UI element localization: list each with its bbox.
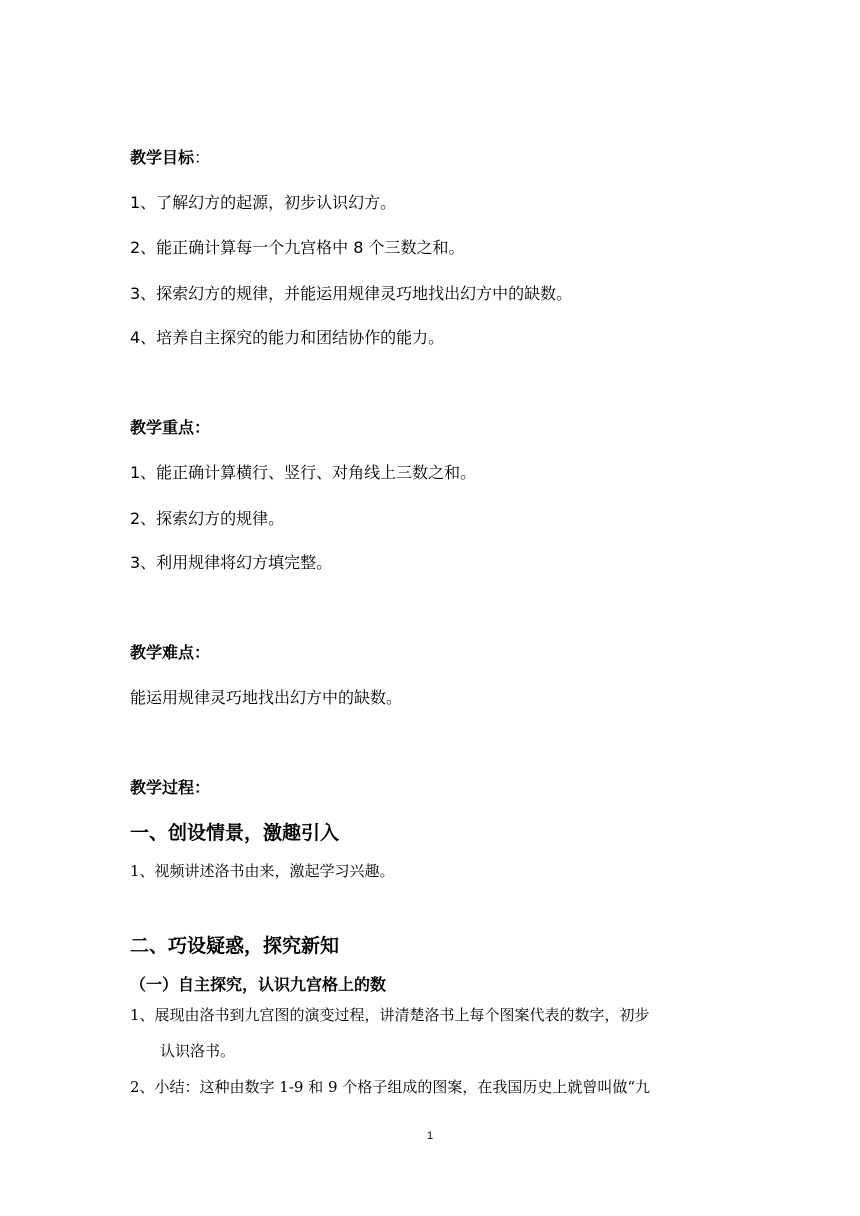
subsection-1-item-1-line-2: 认识洛书。	[160, 1042, 236, 1060]
objective-item-4: 4、培养自主探究的能力和团结协作的能力。	[130, 328, 445, 347]
key-point-item-1: 1、能正确计算横行、竖行、对角线上三数之和。	[130, 463, 477, 482]
difficulties-text: 能运用规律灵巧地找出幻方中的缺数。	[130, 688, 403, 707]
process-heading: 教学过程：	[130, 778, 211, 797]
objectives-heading-line	[130, 145, 210, 168]
subsection-1-item-1-line-1: 1、展现由洛书到九宫图的演变过程，讲清楚洛书上每个图案代表的数字，初步	[130, 1006, 650, 1024]
subsection-1-title: （一）自主探究，认识九宫格上的数	[130, 975, 387, 994]
key-point-item-2: 2、探索幻方的规律。	[130, 509, 285, 528]
key-point-item-3: 3、利用规律将幻方填完整。	[130, 553, 333, 572]
objective-item-3: 3、探索幻方的规律，并能运用规律灵巧地找出幻方中的缺数。	[130, 284, 573, 303]
objectives-heading: 教学目标	[130, 148, 195, 167]
key-points-heading: 教学重点：	[130, 418, 211, 437]
section-1-title: 一、创设情景，激趣引入	[130, 822, 340, 844]
section-1-item-1: 1、视频讲述洛书由来，激起学习兴趣。	[130, 862, 395, 880]
subsection-1-item-2-line-1: 2、小结：这种由数字 1-9 和 9 个格子组成的图案，在我国历史上就曾叫做“九	[130, 1078, 650, 1096]
objectives-colon: ：	[194, 148, 211, 167]
objective-item-1: 1、了解幻方的起源，初步认识幻方。	[130, 193, 397, 212]
difficulties-heading: 教学难点：	[130, 643, 211, 662]
page-number: 1	[426, 1130, 434, 1142]
objective-item-2: 2、能正确计算每一个九宫格中 8 个三数之和。	[130, 238, 465, 257]
section-2-title: 二、巧设疑惑，探究新知	[130, 935, 340, 957]
